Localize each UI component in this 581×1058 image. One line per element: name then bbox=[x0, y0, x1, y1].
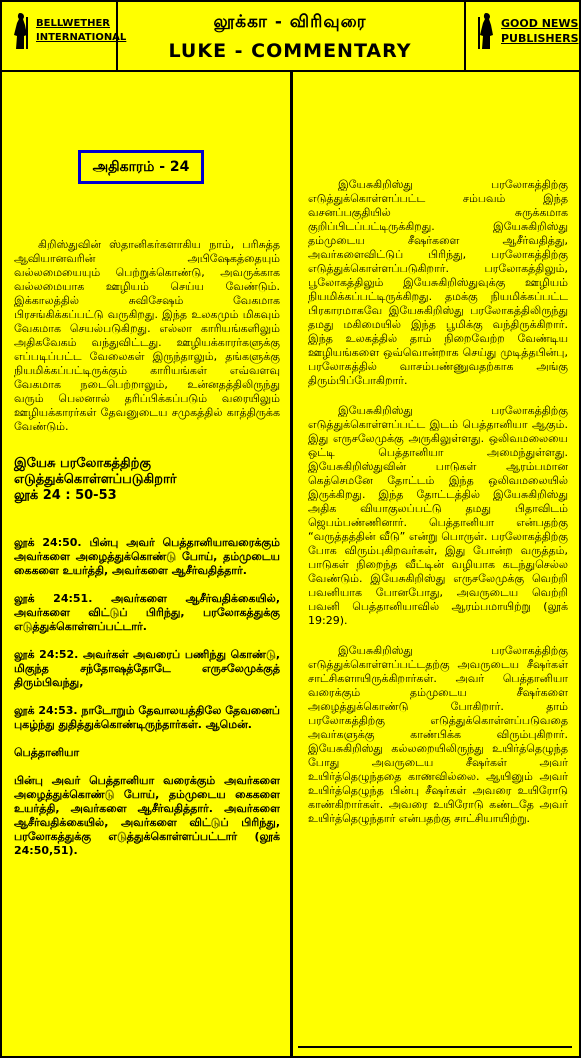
section-title-line2: எடுத்துக்கொள்ளப்படுகிறார் bbox=[14, 472, 177, 487]
verse-53: லூக் 24:53. நாடோறும் தேவாலயத்திலே தேவனைப் புகழ்ந்து துதித்துக்கொண்டிருந்தார்கள். ஆமென். bbox=[14, 704, 280, 731]
bethany-paragraph: பின்பு அவர் பெத்தானியா வரைக்கும் அவர்களை அழைத்துக்கொண்டு போய், தம்முடைய கைகளை உயர்த்தி, அவர்களை ஆசீர்வதித்தார். அவர்களை ஆசீர்வதிக்கையில், அவர்களை விட்டுப் பிரிந்து, பரலோகத்துக்கு எடுத்துக்கொள்ளப்பட்டார் (லூக் 24:50,51). bbox=[14, 774, 280, 857]
title-english: LUKE - COMMENTARY bbox=[168, 40, 412, 62]
verse-52: லூக் 24:52. அவர்கள் அவரைப் பணிந்து கொண்டு, மிகுந்த சந்தோஷத்தோடே எருசலேமுக்குத் திரும்பிவந்து, bbox=[14, 648, 280, 689]
bellwether-logo bbox=[2, 2, 127, 70]
right-column bbox=[300, 72, 570, 1056]
right-paragraph-1: இயேசுகிறிஸ்து பரலோகத்திற்கு எடுத்துக்கொள்ளப்பட்ட சம்பவம் இந்த வசனப்பகுதியில் சுருக்கமாக குறிப்பிடப்பட்டிருக்கிறது. இயேசுகிறிஸ்து தம்முடைய சீஷர்களை ஆசீர்வதித்து, அவர்களைவிட்டுப் பிரிந்து, பரலோகத்திற்கு எடுத்துக்கொள்ளப்படுகிறார். பரலோகத்திலும், பூலோகத்திலும் இயேசுகிறிஸ்துவுக்கு ஊழியம் நியமிக்கப்பட்டிருக்கிறது. தமக்கு நியமிக்கப்பட்ட பிரகாரமாகவே இயேசுகிறிஸ்து பரலோகத்திலிருந்து தமது மகிமையில் இந்த பூமிக்கு வந்திருக்கிறார். இந்த உலகத்தில் தாம் நிறைவேற்ற வேண்டிய ஊழியங்களை ஒவ்வொன்றாக செய்து முடித்தபின்பு, பரலோகத்தில் வாசம்பண்ணுவதற்காக அங்கு திரும்பிப்போகிறார். bbox=[308, 178, 568, 387]
right-paragraph-3: இயேசுகிறிஸ்து பரலோகத்திற்கு எடுத்துக்கொள்ளப்பட்டதற்கு அவருடைய சீஷர்கள் சாட்சிகளாயிருக்கிறார்கள். அவர் பெத்தானியா வரைக்கும் தம்முடைய சீஷர்களை அழைத்துக்கொண்டு போகிறார். தாம் பரலோகத்திற்கு எடுத்துக்கொள்ளப்படுவதை அவர்களுக்கு காண்பிக்க விரும்புகிறார். இயேசுகிறிஸ்து கல்லறையிலிருந்து உயிர்த்தெழுந்த போது அவருடைய சீஷர்கள் அவர் உயிர்த்தெழுந்ததை காணவில்லை. ஆயினும் அவர் உயிர்த்தெழுந்த பின்பு சீஷர்கள் அவரை உயிரோடு காண்கிறார்கள். அவரை உயிரோடு கண்டதே அவர் உயிர்த்தெழுந்தார் என்பதற்கு சாட்சியாயிற்று. bbox=[308, 644, 568, 825]
good-news-logo bbox=[464, 2, 581, 70]
section-heading bbox=[14, 456, 280, 504]
column-divider bbox=[290, 72, 293, 1056]
shepherd-figure-icon bbox=[10, 11, 32, 51]
right-paragraph-2: இயேசுகிறிஸ்து பரலோகத்திற்கு எடுத்துக்கொள்ளப்பட்ட இடம் பெத்தானியா ஆகும். இது எருசலேமுக்கு அருகிலுள்ளது. ஒலிவமலையை ஒட்டி பெத்தானியா அமைந்துள்ளது. இயேசுகிறிஸ்துவின் பாடுகள் ஆரம்பமான கெத்செமனே தோட்டம் இந்த ஒலிவமலையில் இருக்கிறது. இந்த தோட்டத்தில் இயேசுகிறிஸ்து அதிக வியாகுலப்பட்டு தமது பிதாவிடம் ஜெபம்பண்ணினார். பெத்தானியா என்பதற்கு “வருத்தத்தின் வீடு” என்று பொருள். பரலோகத்திற்கு போக விரும்புகிறவர்கள், இது போன்ற வருத்தம், பாடுகள் நிறைந்த வீட்டின் வழியாக கடந்துசெல்ல வேண்டும். இயேசுகிறிஸ்து எருசலேமுக்கு வெற்றி பவனியாக போனபோது, அவருடைய வெற்றி பவனி பெத்தானியாவில் ஆரம்பமாயிற்று (லூக் 19:29). bbox=[308, 404, 568, 627]
intro-paragraph: கிறிஸ்துவின் ஸ்தானிகர்களாகிய நாம், பரிசுத்த ஆவியானவரின் அபிஷேகத்தையும் வல்லமையையும் பெற்றுக்கொண்டு, அவருக்காக வல்லமையாக ஊழியம் செய்ய வேண்டும். இக்காலத்தில் சுவிசேஷம் வேகமாக பிரசங்கிக்கப்பட்டு வருகிறது. இந்த உலகமும் மிகவும் வேகமாக செயல்படுகிறது. எல்லா காரியங்களிலும் அதிகவேகம் வந்துவிட்டது. ஊழியக்காரர்களுக்கு எப்படிப்பட்ட வேலைகள் இருந்தாலும், தங்களுக்கு நியமிக்கப்பட்டிருக்கும் காரியங்கள் எவ்வளவு வேகமாக நடைபெற்றாலும், உன்னதத்திலிருந்து வரும் பெலனால் தரிப்பிக்கப்படும் வரையிலும் ஊழியக்காரர்கள் தேவனுடைய சமுகத்தில் காத்திருக்க வேண்டும். bbox=[14, 238, 280, 433]
right-logo-line2: PUBLISHERS bbox=[501, 32, 579, 45]
section-title-line1: இயேசு பரலோகத்திற்கு bbox=[14, 456, 151, 471]
header bbox=[2, 2, 579, 72]
right-logo-line1: GOOD NEWS bbox=[501, 17, 579, 30]
left-logo-line2: INTERNATIONAL bbox=[36, 32, 127, 43]
chapter-label: அதிகாரம் - 24 bbox=[78, 150, 204, 184]
title-tamil: லூக்கா - விரிவுரை bbox=[213, 12, 367, 32]
verse-51: லூக் 24:51. அவர்களை ஆசீர்வதிக்கையில், அவர்களை விட்டுப் பிரிந்து, பரலோகத்துக்கு எடுத்துக்கொள்ளப்பட்டார். bbox=[14, 592, 280, 633]
section-reference: லூக் 24 : 50-53 bbox=[14, 488, 117, 503]
left-logo-line1: BELLWETHER bbox=[36, 18, 111, 29]
verse-50: லூக் 24:50. பின்பு அவர் பெத்தானியாவரைக்கும் அவர்களை அழைத்துக்கொண்டு போய், தம்முடைய கைகளை உயர்த்தி, அவர்களை ஆசீர்வதித்தார். bbox=[14, 536, 280, 577]
left-column bbox=[8, 72, 280, 1056]
shepherd-figure-icon bbox=[476, 11, 498, 51]
sub-heading-bethany: பெத்தானியா bbox=[14, 746, 80, 759]
bottom-rule bbox=[298, 1046, 572, 1048]
title-block bbox=[118, 2, 462, 70]
